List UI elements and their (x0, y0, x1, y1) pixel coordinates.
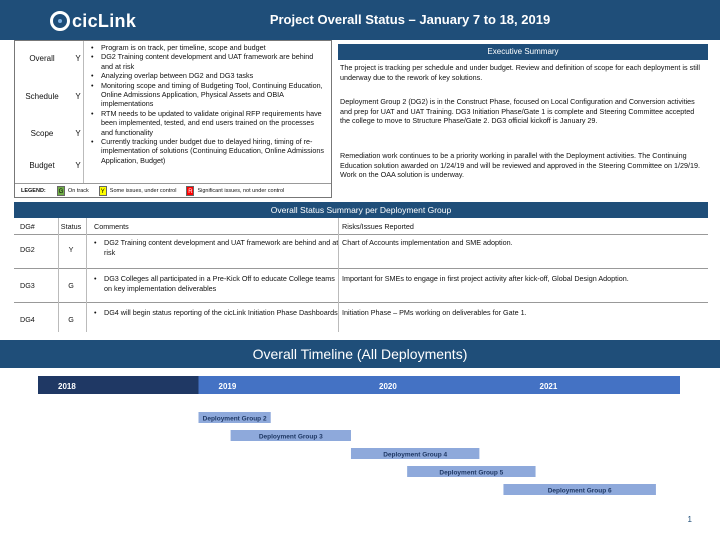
header-risks: Risks/Issues Reported (342, 222, 414, 231)
metric-value: Y (75, 129, 81, 138)
list-item: • Currently tracking under budget due to delayed hiring, timing of re-implementation of solutions (Continuing Education, Online Admissions Application, Budget) (91, 137, 327, 165)
metric-name: Scope (30, 129, 54, 138)
status-panel (14, 40, 332, 198)
cell-status: Y (68, 245, 74, 254)
divider (58, 218, 59, 332)
deployment-bar-label: Deployment Group 2 (202, 415, 267, 423)
logo-icon (50, 11, 70, 31)
metric-value: Y (75, 92, 81, 101)
cell-dg: DG2 (20, 245, 35, 254)
table-row (14, 234, 708, 264)
legend-chip: Y (99, 186, 107, 196)
deployment-bar-label: Deployment Group 6 (547, 487, 612, 495)
page-title: Project Overall Status – January 7 to 18, 2019 (269, 12, 551, 27)
cell-risk: Chart of Accounts implementation and SME adoption. (342, 238, 513, 247)
legend-text: Some issues, under control (109, 188, 177, 194)
divider (338, 218, 339, 332)
logo (50, 8, 136, 34)
timeline-chart (0, 372, 720, 512)
list-item: • Program is on track, per timeline, scope and budget (91, 43, 327, 52)
deployment-bar-label: Deployment Group 4 (383, 451, 448, 459)
list-item: • RTM needs to be updated to validate original RFP requirements have been implemented, tested, and end users trained on the processes and functionality (91, 109, 327, 137)
metric-value: Y (75, 161, 81, 170)
metric-name: Budget (29, 161, 55, 170)
deployment-bar-label: Deployment Group 3 (258, 433, 323, 441)
summary-band: Overall Status Summary per Deployment Group (14, 202, 708, 218)
metric-name: Schedule (25, 92, 59, 101)
executive-summary-title: Executive Summary (338, 44, 708, 60)
cell-comment: • DG3 Colleges all participated in a Pre-Kick Off to educate College teams on key implementation deliverables (94, 274, 342, 293)
legend-text: Significant issues, not under control (197, 188, 285, 194)
metric-value: Y (75, 54, 81, 63)
cell-risk: Initiation Phase – PMs working on deliverables for Gate 1. (342, 308, 527, 317)
header-dg: DG# (20, 222, 35, 231)
cell-comment: • DG4 will begin status reporting of the cicLink Initiation Phase Dashboards (94, 308, 342, 318)
exec-paragraph: The project is tracking per schedule and under budget. Review and definition of scope for each deployment is still underway due to the rework of key solutions. (340, 63, 700, 82)
cell-status: G (68, 315, 74, 324)
program-bullet-list (91, 43, 327, 165)
cell-dg: DG4 (20, 315, 35, 324)
legend-chip: R (186, 186, 194, 196)
deployment-bar-label: Deployment Group 5 (439, 469, 504, 477)
page-number: 1 (687, 515, 692, 524)
timeline-title: Overall Timeline (All Deployments) (0, 340, 720, 368)
legend-item-red (186, 186, 284, 196)
list-item: • Monitoring scope and timing of Budgeting Tool, Continuing Education, Online Admissions Application, Physical Assets and OBIA implementations (91, 81, 327, 109)
exec-paragraph: Deployment Group 2 (DG2) is in the Construct Phase, focused on Local Configuration and Conversion activities and prep for UAT and UAT Training. DG3 Initiation Phase/Gate 1 is complete and Steering Committee accepted the college to move to Structure Phase/Gate 2. DG3 official kickoff is January 29. (340, 97, 695, 126)
metric-name: Overall (29, 54, 55, 63)
cell-comment: • DG2 Training content development and UAT framework are behind and at risk (94, 238, 342, 257)
list-item: • Analyzing overlap between DG2 and DG3 tasks (91, 71, 327, 80)
year-label: 2020 (379, 382, 397, 391)
cell-risk: Important for SMEs to engage in first project activity after kick-off, Global Design Adoption. (342, 274, 629, 283)
cell-dg: DG3 (20, 281, 35, 290)
legend-chip: G (57, 186, 65, 196)
logo-text: cicLink (72, 10, 137, 31)
cell-status: G (68, 281, 74, 290)
legend-text: On track (68, 188, 89, 194)
header-status: Status (60, 222, 82, 231)
legend-item-green (57, 186, 89, 196)
legend-label: LEGEND: (21, 188, 46, 194)
exec-paragraph: Remediation work continues to be a priority working in parallel with the Deployment activities. The Continuing Education solution awarded on 1/24/19 and will be reviewed and approved in the Steering Committee on 1/29/19. Work on the OAA solution is underway. (340, 151, 701, 180)
year-label: 2018 (58, 382, 76, 391)
table-row (14, 302, 708, 332)
header-comments: Comments (94, 222, 129, 231)
list-item: • DG2 Training content development and UAT framework are behind and at risk (91, 52, 327, 71)
year-label: 2021 (539, 382, 558, 391)
table-row (14, 268, 708, 298)
divider (86, 218, 87, 332)
legend (15, 183, 331, 198)
legend-item-yellow (99, 186, 177, 196)
header-bar (0, 0, 720, 40)
divider (83, 41, 84, 183)
year-label: 2019 (218, 382, 237, 391)
